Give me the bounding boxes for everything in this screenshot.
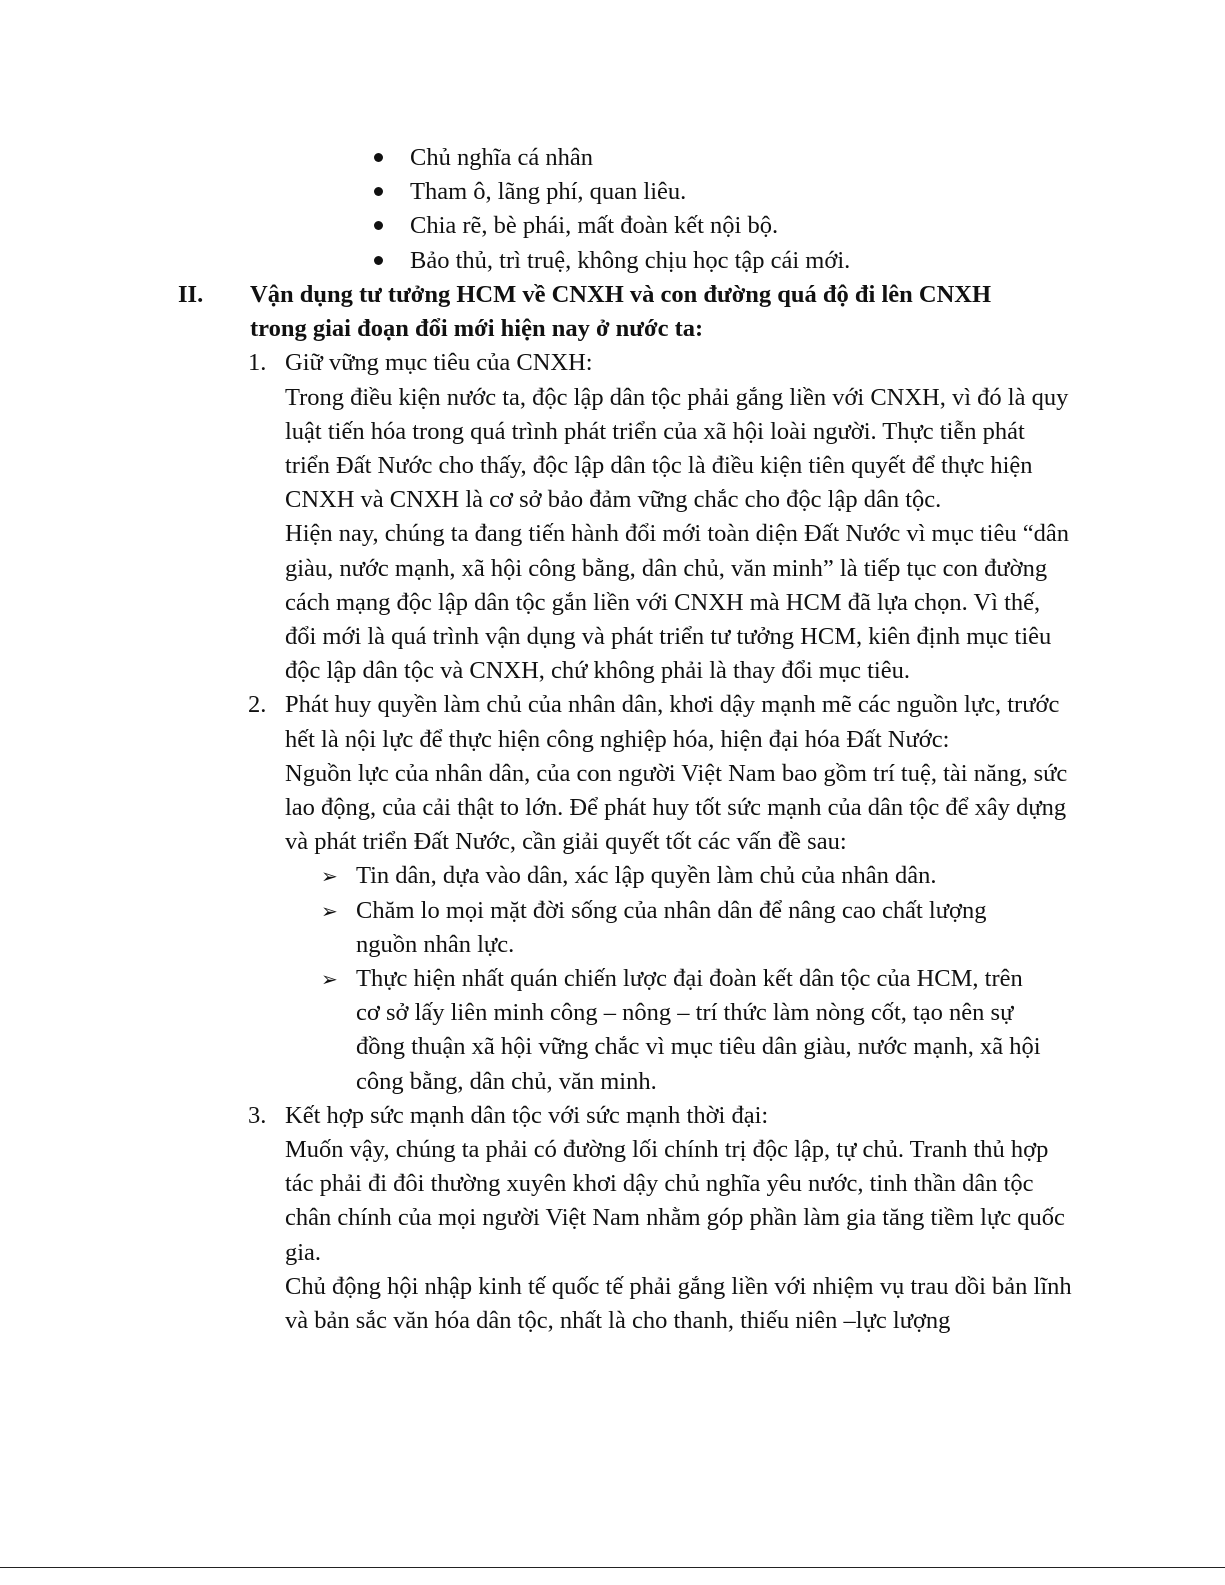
arrow-bullet-icon: ➢ <box>321 967 338 992</box>
paragraph: Muốn vậy, chúng ta phải có đường lối chính trị độc lập, tự chủ. Tranh thủ hợp tác phải đi đôi thường xuyên khơi dậy chủ nghĩa yêu nước, tinh thần dân tộc chân chính của mọi người Việt Nam nhằm góp phần làm gia tăng tiềm lực quốc gia. <box>285 1136 1065 1266</box>
list-item <box>285 859 1046 893</box>
sub-item-text: Thực hiện nhất quán chiến lược đại đoàn kết dân tộc của HCM, trên cơ sở lấy liên minh công – nông – trí thức làm nòng cốt, tạo nên sự đồng thuận xã hội vững chắc vì mục tiêu dân giàu, nước mạnh, xã hội công bằng, dân chủ, văn minh. <box>356 965 1041 1095</box>
bullet-text: Chia rẽ, bè phái, mất đoàn kết nội bộ. <box>410 212 779 240</box>
sub-item-text: Tin dân, dựa vào dân, xác lập quyền làm chủ của nhân dân. <box>356 862 937 890</box>
section-heading <box>0 278 1225 346</box>
list-item <box>285 894 1046 962</box>
arrow-list <box>285 859 1075 1098</box>
numbered-item-1 <box>0 346 1225 688</box>
bullet-text: Bảo thủ, trì truệ, không chịu học tập cái mới. <box>410 246 851 274</box>
list-item <box>0 141 850 175</box>
numbered-item-2 <box>0 688 1225 1098</box>
bullet-list <box>0 141 850 278</box>
item-heading: Kết hợp sức mạnh dân tộc với sức mạnh thời đại: <box>285 1101 769 1129</box>
list-item <box>0 244 850 278</box>
list-item <box>285 962 1046 1099</box>
list-item <box>0 175 850 209</box>
item-heading: Phát huy quyền làm chủ của nhân dân, khơi dậy mạnh mẽ các nguồn lực, trước hết là nội lực để thực hiện công nghiệp hóa, hiện đại hóa Đất Nước: <box>285 691 1060 753</box>
paragraph: Trong điều kiện nước ta, độc lập dân tộc phải gắng liền với CNXH, vì đó là quy luật tiến hóa trong quá trình phát triển của xã hội loài người. Thực tiễn phát triển Đất Nước cho thấy, độc lập dân tộc là điều kiện tiên quyết để thực hiện CNXH và CNXH là cơ sở bảo đảm vững chắc cho độc lập dân tộc. <box>285 383 1069 514</box>
page-bottom-divider <box>0 1567 1225 1568</box>
bullet-dot-icon <box>374 221 383 230</box>
bullet-dot-icon <box>374 153 383 162</box>
paragraph: Hiện nay, chúng ta đang tiến hành đổi mới toàn diện Đất Nước vì mục tiêu “dân giàu, nước mạnh, xã hội công bằng, dân chủ, văn minh” là tiếp tục con đường cách mạng độc lập dân tộc gắn liền với CNXH mà HCM đã lựa chọn. Vì thế, đổi mới là quá trình vận dụng và phát triển tư tưởng HCM, kiên định mục tiêu độc lập dân tộc và CNXH, chứ không phải là thay đổi mục tiêu. <box>285 520 1069 685</box>
item-heading: Giữ vững mục tiêu của CNXH: <box>285 349 593 377</box>
numbered-item-3 <box>0 1099 1225 1338</box>
section-ii <box>0 278 1225 1338</box>
item-number: 3. <box>248 1101 267 1129</box>
arrow-bullet-icon: ➢ <box>321 898 338 923</box>
item-number: 1. <box>248 349 267 377</box>
item-number: 2. <box>248 691 267 719</box>
bullet-dot-icon <box>374 256 383 265</box>
section-title: Vận dụng tư tưởng HCM về CNXH và con đường quá độ đi lên CNXH trong giai đoạn đổi mới hiện nay ở nước ta: <box>250 281 992 343</box>
bullet-text: Tham ô, lãng phí, quan liêu. <box>410 178 687 206</box>
bullet-dot-icon <box>374 187 383 196</box>
paragraph: Nguồn lực của nhân dân, của con người Việt Nam bao gồm trí tuệ, tài năng, sức lao động, của cải thật to lớn. Để phát huy tốt sức mạnh của dân tộc để xây dựng và phát triển Đất Nước, cần giải quyết tốt các vấn đề sau: <box>285 759 1068 856</box>
section-number: II. <box>178 281 204 308</box>
paragraph: Chủ động hội nhập kinh tế quốc tế phải gắng liền với nhiệm vụ trau dồi bản lĩnh và bản sắc văn hóa dân tộc, nhất là cho thanh, thiếu niên –lực lượng <box>285 1272 1072 1335</box>
bullet-text: Chủ nghĩa cá nhân <box>410 144 594 171</box>
arrow-bullet-icon: ➢ <box>321 864 338 889</box>
list-item <box>0 209 850 243</box>
sub-item-text: Chăm lo mọi mặt đời sống của nhân dân để nâng cao chất lượng nguồn nhân lực. <box>356 896 987 958</box>
